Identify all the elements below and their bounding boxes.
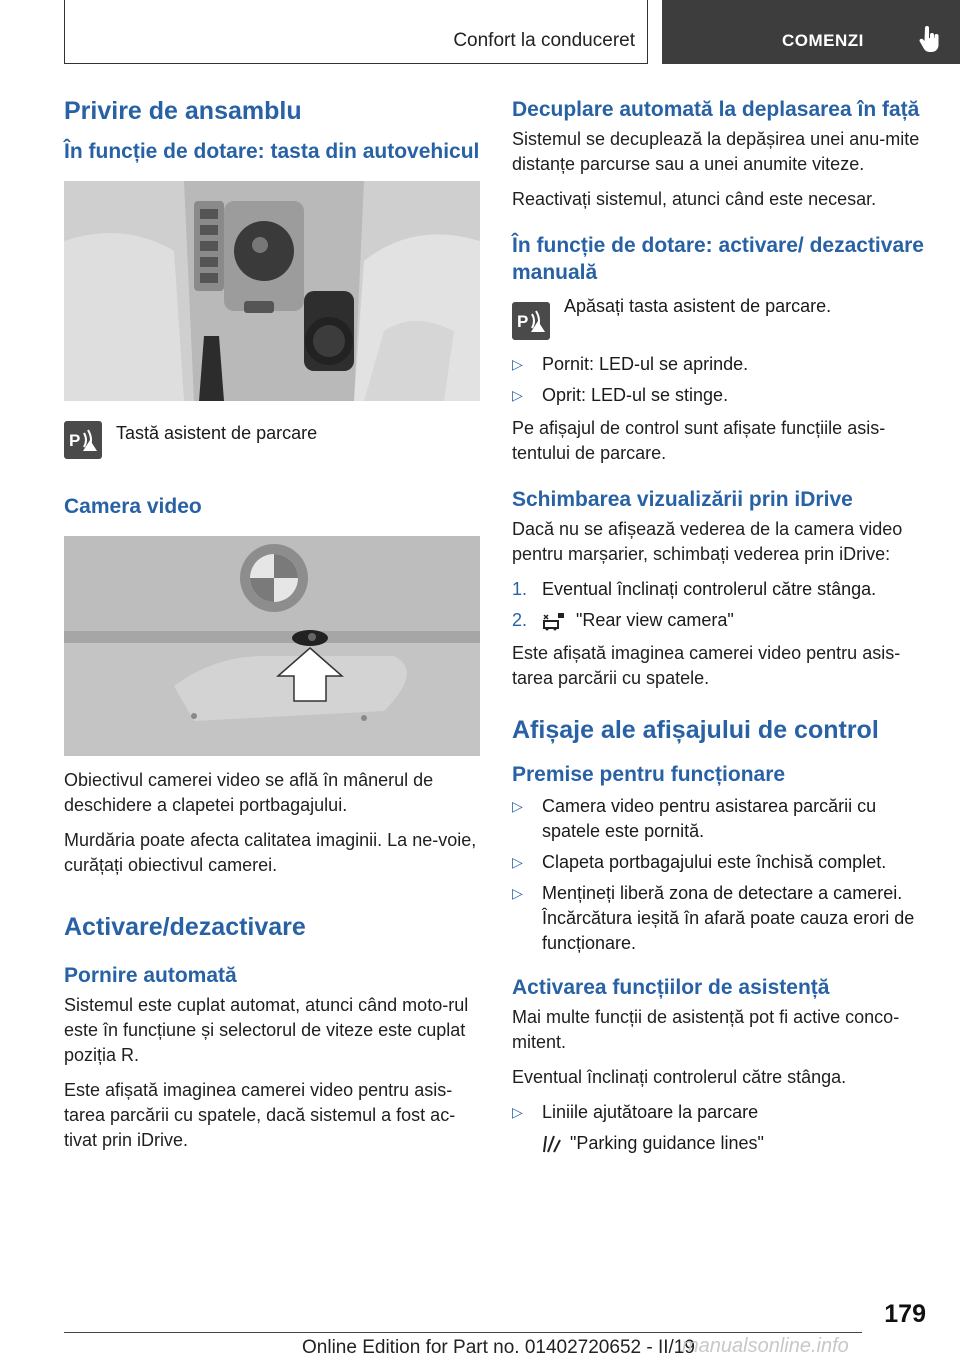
chapter-title: COMENZI xyxy=(782,31,864,50)
manual-press-row xyxy=(512,294,928,338)
triangle-bullet-icon: ▷ xyxy=(512,356,523,372)
assist-list xyxy=(512,1100,928,1156)
heading-overview: Privire de ansamblu xyxy=(64,97,302,125)
triangle-bullet-icon: ▷ xyxy=(512,798,523,814)
subheading-prereq: Premise pentru funcționare xyxy=(512,763,786,786)
left-column xyxy=(64,96,480,1163)
heading-activation: Activare/dezactivare xyxy=(64,913,306,941)
chapter-tab xyxy=(662,0,960,64)
list-item: ▷ Oprit: LED-ul se stinge. xyxy=(512,383,928,408)
assist-sub-line: "Parking guidance lines" xyxy=(542,1131,928,1156)
list-item: ▷ Camera video pentru asistarea parcării cu spatele este pornită. xyxy=(512,796,877,841)
prereq-list xyxy=(512,794,928,956)
subheading-manual: În funcție de dotare: activare/ dezactivare manuală xyxy=(512,234,924,284)
subheading-camera: Camera video xyxy=(64,495,202,518)
key-caption-row xyxy=(64,421,480,463)
triangle-bullet-icon: ▷ xyxy=(512,1104,523,1120)
subheading-auto-on: Pornire automată xyxy=(64,964,237,987)
view-steps xyxy=(512,577,928,633)
subheading-auto-off: Decuplare automată la deplasarea în față xyxy=(512,98,920,121)
svg-text:P: P xyxy=(69,431,81,450)
triangle-bullet-icon: ▷ xyxy=(512,387,523,403)
park-assist-key-icon xyxy=(512,302,550,340)
triangle-bullet-icon: ▷ xyxy=(512,854,523,870)
page-number: 179 xyxy=(884,1300,926,1328)
subheading-view-change: Schimbarea vizualizării prin iDrive xyxy=(512,488,853,511)
list-item: 2. "Rear view camera" xyxy=(512,610,734,630)
manual-list xyxy=(512,352,928,408)
camera-photo xyxy=(64,536,480,756)
console-photo xyxy=(64,181,480,401)
list-item: ▷ Clapeta portbagajului este închisă complet. xyxy=(512,850,928,875)
page-header xyxy=(0,0,960,66)
subheading-assist: Activarea funcțiilor de asistență xyxy=(512,976,830,999)
list-item: ▷ Pornit: LED-ul se aprinde. xyxy=(512,352,928,377)
view-text: Dacă nu se afișează vederea de la camera video pentru marșarier, schimbați vederea prin iDrive: xyxy=(512,519,903,564)
parking-lines-icon xyxy=(542,1134,562,1154)
auto-off-text-1: Sistemul se decuplează la depășirea unei anu‐mite distanțe parcurse sau a unei anumite viteze. xyxy=(512,129,920,174)
rear-camera-icon xyxy=(542,611,568,631)
auto-text-2: Este afișată imaginea camerei video pentru asis‐tarea parcării cu spatele, dacă sistemul a fost ac‐tivat prin iDrive. xyxy=(64,1080,456,1150)
triangle-bullet-icon: ▷ xyxy=(512,885,523,901)
section-tab xyxy=(64,0,648,64)
footer-watermark: manualsonline.info xyxy=(682,1335,849,1357)
footer-edition: Online Edition for Part no. 01402720652 - II/19 xyxy=(302,1337,695,1358)
section-title: Confort la conduceret xyxy=(453,30,635,51)
list-item: ▷ Mențineți liberă zona de detectare a camerei. Încărcătura ieșită în afară poate cauza erori de funcționare. xyxy=(512,883,915,953)
list-item: ▷ Liniile ajutătoare la parcare "Parking guidance lines" xyxy=(512,1100,928,1156)
list-item: 1. Eventual înclinați controlerul către stânga. xyxy=(512,579,877,599)
hand-pointer-icon xyxy=(918,26,942,54)
manual-text: Pe afișajul de control sunt afișate funcțiile asis‐tentului de parcare. xyxy=(512,418,886,463)
camera-text-1: Obiectivul camerei video se află în mânerul de deschidere a clapetei portbagajului. xyxy=(64,770,434,815)
auto-text-1: Sistemul este cuplat automat, atunci când moto‐rul este în funcțiune și selectorul de viteze este cuplat poziția R. xyxy=(64,995,469,1065)
camera-text-2: Murdăria poate afecta calitatea imaginii. La ne‐voie, curățați obiectivul camerei. xyxy=(64,830,477,875)
park-assist-key-icon xyxy=(64,421,102,459)
heading-displays: Afișaje ale afișajului de control xyxy=(512,716,879,744)
assist-text-2: Eventual înclinați controlerul către stânga. xyxy=(512,1067,847,1087)
svg-text:P: P xyxy=(517,312,529,331)
right-column xyxy=(512,96,928,1164)
assist-text-1: Mai multe funcții de asistență pot fi active conco‐mitent. xyxy=(512,1007,900,1052)
view-result: Este afișată imaginea camerei video pentru asis‐tarea parcării cu spatele. xyxy=(512,643,901,688)
footer-divider xyxy=(64,1332,862,1333)
key-caption: Tastă asistent de parcare xyxy=(116,423,318,443)
auto-off-text-2: Reactivați sistemul, atunci când este necesar. xyxy=(512,189,877,209)
subheading-equipment-key: În funcție de dotare: tasta din autovehicul xyxy=(64,140,480,163)
manual-press-text: Apăsați tasta asistent de parcare. xyxy=(564,296,832,316)
